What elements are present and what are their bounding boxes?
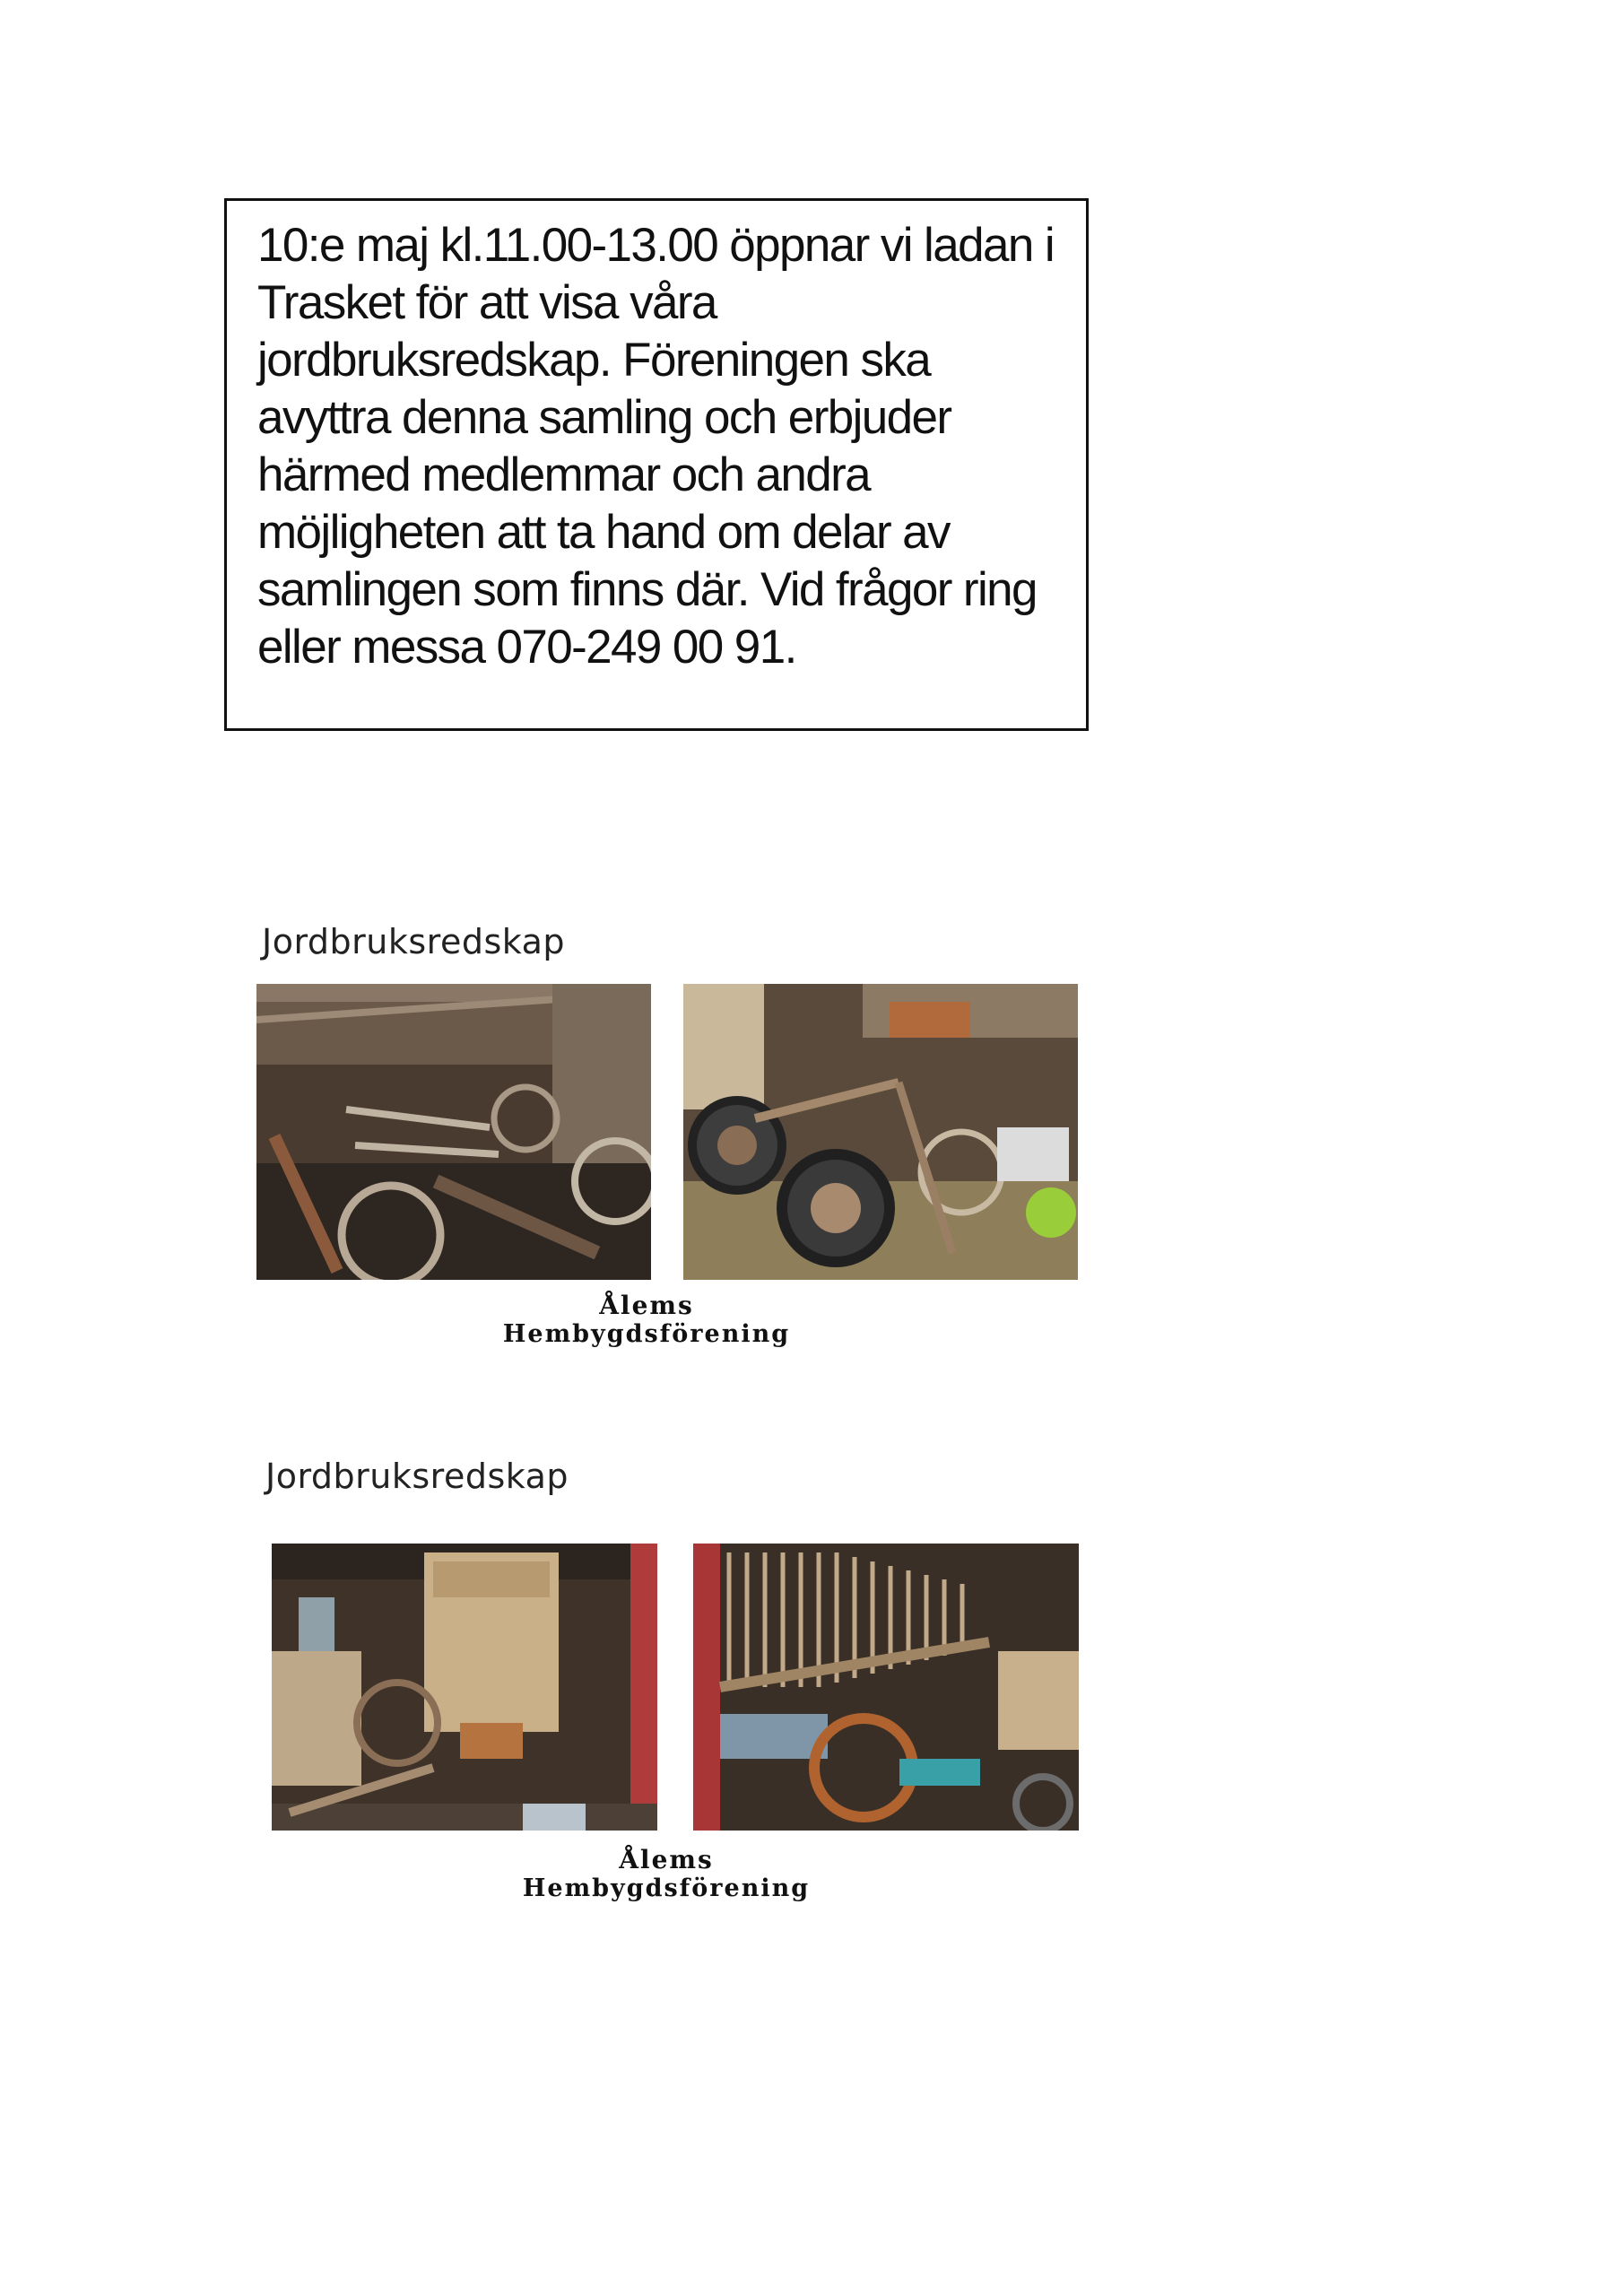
logo-line2: Hembygdsförening [522,1874,811,1903]
notice-box [224,198,1089,731]
photo-barn-wheels [256,984,651,1280]
section-title-1: Jordbruksredskap [262,922,565,961]
logo-line1: Ålems [619,1845,714,1874]
logo-hembygdsforening-2 [518,1846,814,1902]
logo-line2: Hembygdsförening [502,1320,791,1349]
photo-wagon-tyres [683,984,1078,1280]
photo-barn-wagons [272,1544,657,1831]
notice-text: 10:e maj kl.11.00-13.00 öppnar vi ladan i Trasket för att visa våra jordbruksredskap. Föreningen ska avyttra denna samling och erbjuder härmed medlemmar och andra möjligheten att ta hand om delar av samlingen som finns där. Vid frågor ring eller messa 070-249 00 91. [257,219,1055,674]
logo-line1: Ålems [599,1291,694,1320]
logo-hembygdsforening-1 [499,1292,795,1348]
section-title-2: Jordbruksredskap [265,1457,569,1496]
photo-hay-rack [693,1544,1079,1831]
